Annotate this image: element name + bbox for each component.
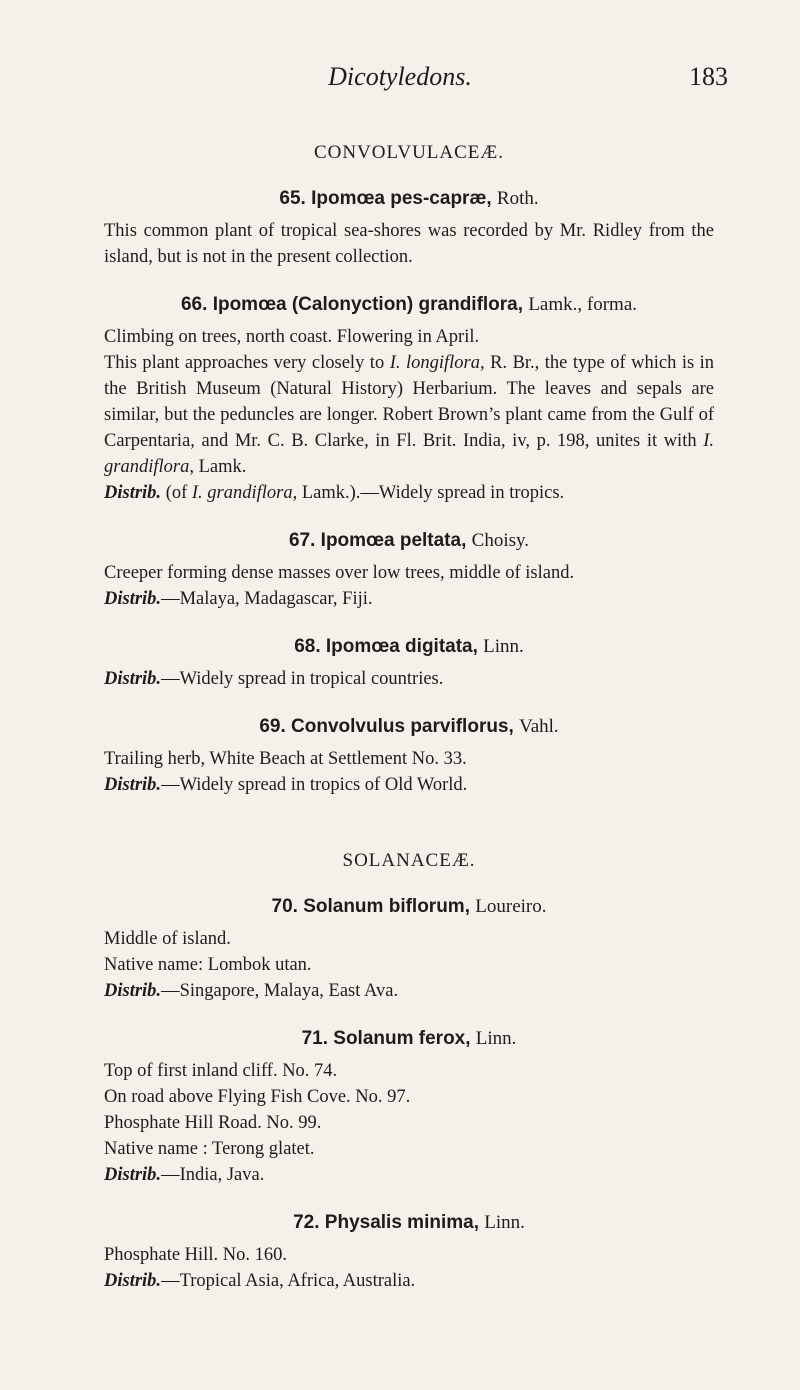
species-heading: 68. Ipomœa digitata, Linn. <box>294 636 524 657</box>
species-heading: 71. Solanum ferox, Linn. <box>301 1028 517 1049</box>
distribution: Distrib.—India, Java. <box>104 1165 265 1185</box>
species-heading: 67. Ipomœa peltata, Choisy. <box>288 530 530 551</box>
species-note: Climbing on trees, north coast. Flowering in April. <box>104 327 480 347</box>
species-note: Middle of island. <box>104 929 231 949</box>
species-note: This plant approaches very closely to I. longiflora, R. Br., the type of which is in the British Museum (Natural History) Herbarium. The leaves and sepals are similar, but the peduncles are longer. Robert Brown’s plant came from the Gulf of Carpentaria, and Mr. C. B. Clarke, in Fl. Brit. India, iv, p. 198, unites it with I. grandiflora, Lamk. <box>104 353 715 477</box>
species-note: Native name : Terong glatet. <box>104 1139 315 1159</box>
page-number: 183 <box>689 62 728 91</box>
species-note: This common plant of tropical sea-shores was recorded by Mr. Ridley from the island, but is not in the present collection. <box>104 221 714 267</box>
species-heading: 72. Physalis minima, Linn. <box>293 1212 525 1233</box>
species-note: Native name: Lombok utan. <box>104 955 312 975</box>
species-note: On road above Flying Fish Cove. No. 97. <box>104 1087 411 1107</box>
distribution: Distrib.—Singapore, Malaya, East Ava. <box>104 981 399 1001</box>
species-heading: 65. Ipomœa pes-capræ, Roth. <box>279 188 539 209</box>
running-head <box>0 60 800 100</box>
distribution: Distrib.—Widely spread in tropics of Old World. <box>104 775 468 795</box>
species-note: Phosphate Hill Road. No. 99. <box>104 1113 322 1133</box>
running-head-title: Dicotyledons. <box>328 62 472 91</box>
page-body <box>104 140 714 1294</box>
species-note: Creeper forming dense masses over low trees, middle of island. <box>104 563 575 583</box>
species-heading: 66. Ipomœa (Calonyction) grandiflora, Lamk., forma. <box>180 294 637 315</box>
distribution: Distrib. (of I. grandiflora, Lamk.).—Widely spread in tropics. <box>104 483 565 503</box>
species-note: Phosphate Hill. No. 160. <box>104 1245 287 1265</box>
species-heading: 70. Solanum biflorum, Loureiro. <box>271 896 547 917</box>
species-heading: 69. Convolvulus parviflorus, Vahl. <box>259 716 559 737</box>
species-note: Trailing herb, White Beach at Settlement No. 33. <box>104 749 467 769</box>
family-heading: SOLANACEÆ. <box>342 850 476 871</box>
family-heading: CONVOLVULACEÆ. <box>313 142 505 163</box>
distribution: Distrib.—Widely spread in tropical countries. <box>104 669 444 689</box>
species-note: Top of first inland cliff. No. 74. <box>104 1061 338 1081</box>
distribution: Distrib.—Tropical Asia, Africa, Australia. <box>104 1271 416 1291</box>
distribution: Distrib.—Malaya, Madagascar, Fiji. <box>104 589 373 609</box>
